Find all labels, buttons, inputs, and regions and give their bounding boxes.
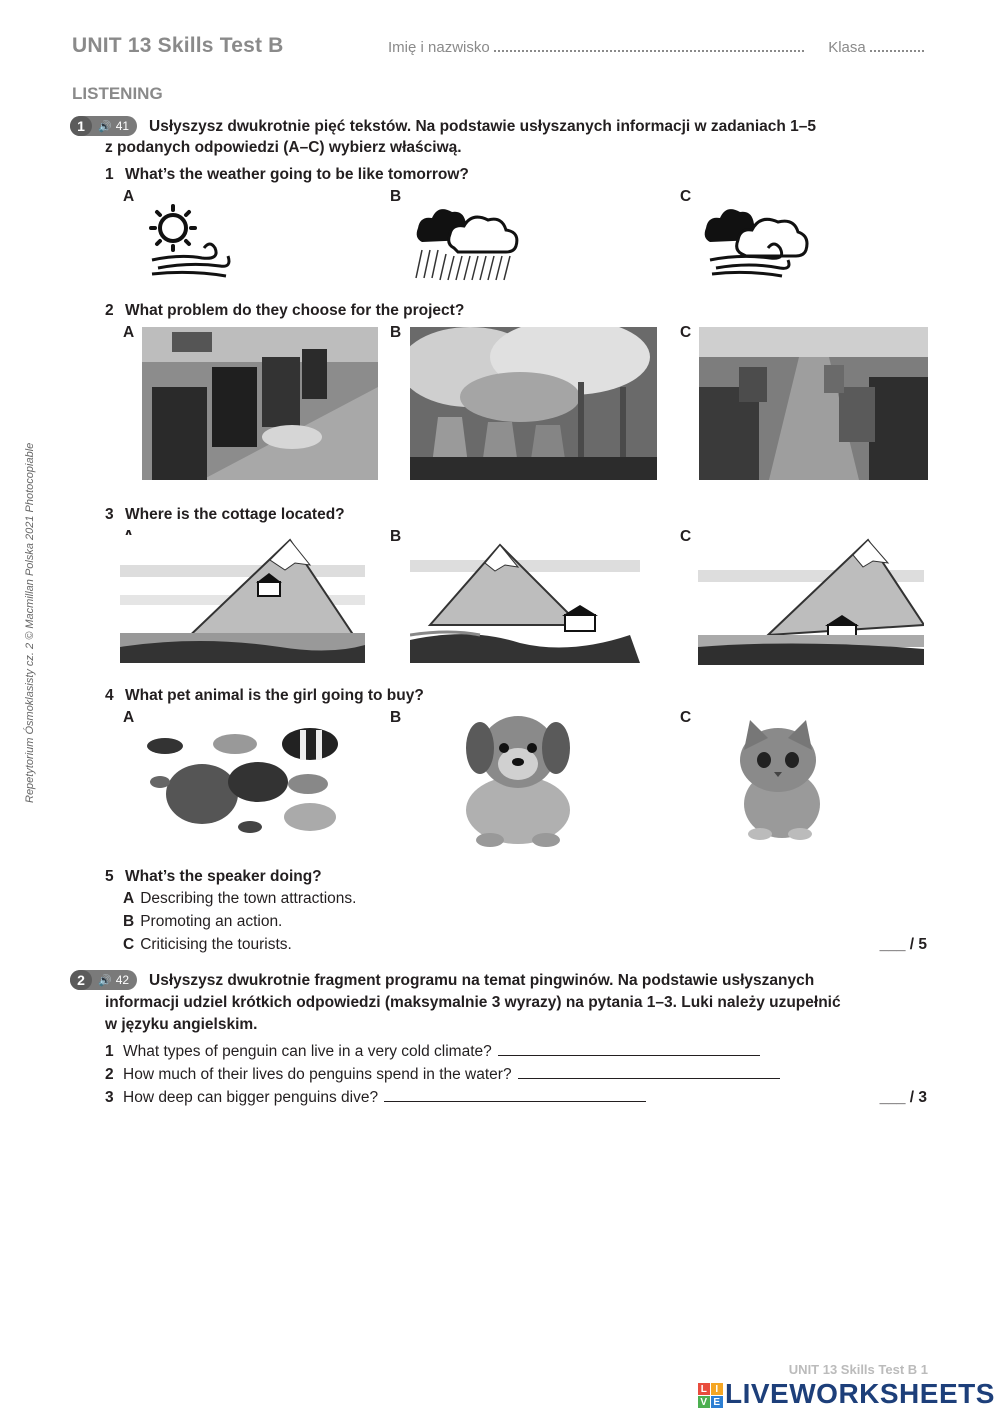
option-letter-a: A bbox=[123, 709, 135, 726]
ex2-question-1: 1 What types of penguin can live in a very cold climate? bbox=[105, 1043, 760, 1061]
ex2-instruction-1: Usłyszysz dwukrotnie fragment programu na temat pingwinów. Na podstawie usłyszanych bbox=[149, 972, 815, 989]
ex1-badge bbox=[70, 116, 137, 136]
cottage-on-mountain-illustration[interactable] bbox=[120, 535, 365, 663]
ex1-instruction-1: Usłyszysz dwukrotnie pięć tekstów. Na podstawie usłyszanych informacji w zadaniach 1–5 bbox=[149, 118, 817, 135]
answer-blank-2[interactable] bbox=[518, 1066, 780, 1079]
ex1-instruction-2: z podanych odpowiedzi (A–C) wybierz właściwą. bbox=[105, 139, 462, 156]
option-letter-b: B bbox=[390, 528, 402, 545]
liveworksheets-logo[interactable] bbox=[698, 1378, 995, 1410]
answer-blank-1[interactable] bbox=[498, 1043, 760, 1056]
question-1: 1 What’s the weather going to be like tomorrow? bbox=[105, 166, 469, 183]
ex2-instruction-2: informacji udziel krótkich odpowiedzi (maksymalnie 3 wyrazy) na pytania 1–3. Luki należy uzupełnić bbox=[105, 994, 841, 1011]
puppy-photo[interactable] bbox=[440, 702, 600, 850]
ex1-number: 1 bbox=[70, 116, 92, 136]
name-line[interactable] bbox=[494, 38, 804, 52]
rainy-cloudy-icon[interactable] bbox=[408, 198, 523, 283]
page-footer: UNIT 13 Skills Test B 1 bbox=[788, 1362, 928, 1377]
option-letter-a: A bbox=[123, 188, 135, 205]
option-letter-c: C bbox=[680, 709, 692, 726]
option-letter-c: C bbox=[680, 324, 692, 341]
q5-option-b[interactable]: B Promoting an action. bbox=[123, 913, 283, 930]
traffic-jam-photo[interactable] bbox=[699, 327, 928, 480]
cloudy-windy-icon[interactable] bbox=[700, 198, 815, 283]
question-4: 4 What pet animal is the girl going to buy? bbox=[105, 687, 424, 704]
q5-option-a[interactable]: A Describing the town attractions. bbox=[123, 890, 357, 907]
logo-icon: L I V E bbox=[698, 1383, 723, 1408]
q5-option-c[interactable]: C Criticising the tourists. bbox=[123, 936, 292, 953]
sunny-windy-icon[interactable] bbox=[140, 198, 240, 283]
speaker-icon: 🔊 bbox=[98, 974, 112, 987]
class-label: Klasa bbox=[828, 39, 866, 56]
cottage-in-valley-illustration[interactable] bbox=[698, 535, 924, 665]
tropical-fish-photo[interactable] bbox=[140, 722, 352, 844]
answer-blank-3[interactable] bbox=[384, 1089, 646, 1102]
section-title: LISTENING bbox=[72, 84, 163, 103]
question-2: 2 What problem do they choose for the project? bbox=[105, 302, 465, 319]
kitten-photo[interactable] bbox=[720, 712, 870, 844]
option-letter-a: A bbox=[123, 324, 135, 341]
question-3: 3 Where is the cottage located? bbox=[105, 506, 345, 523]
question-5: 5 What’s the speaker doing? bbox=[105, 868, 322, 885]
ex2-badge bbox=[70, 970, 137, 990]
cottage-by-river-illustration[interactable] bbox=[410, 535, 640, 663]
option-letter-b: B bbox=[390, 709, 402, 726]
option-letter-b: B bbox=[390, 324, 402, 341]
ex2-track: 42 bbox=[115, 973, 130, 987]
ex1-score: ___ / 5 bbox=[879, 936, 927, 953]
ex2-score: ___ / 3 bbox=[879, 1089, 927, 1106]
rubbish-bins-photo[interactable] bbox=[142, 327, 378, 480]
name-label: Imię i nazwisko bbox=[388, 39, 490, 56]
factory-smoke-photo[interactable] bbox=[410, 327, 657, 480]
test-title: UNIT 13 Skills Test B bbox=[72, 34, 284, 57]
ex2-question-3: 3 How deep can bigger penguins dive? bbox=[105, 1089, 646, 1107]
option-letter-c: C bbox=[680, 528, 692, 545]
speaker-icon: 🔊 bbox=[98, 120, 112, 133]
logo-text: LIVEWORKSHEETS bbox=[725, 1378, 995, 1409]
copyright-side-text: Repetytorium Ósmoklasisty cz. 2 © Macmillan Polska 2021 Photocopiable bbox=[24, 442, 36, 803]
ex2-question-2: 2 How much of their lives do penguins spend in the water? bbox=[105, 1066, 780, 1084]
ex2-instruction-3: w języku angielskim. bbox=[105, 1016, 258, 1033]
name-field bbox=[388, 38, 924, 56]
option-letter-c: C bbox=[680, 188, 692, 205]
class-line[interactable] bbox=[870, 38, 924, 52]
ex1-track: 41 bbox=[115, 119, 130, 133]
ex2-number: 2 bbox=[70, 970, 92, 990]
option-letter-b: B bbox=[390, 188, 402, 205]
